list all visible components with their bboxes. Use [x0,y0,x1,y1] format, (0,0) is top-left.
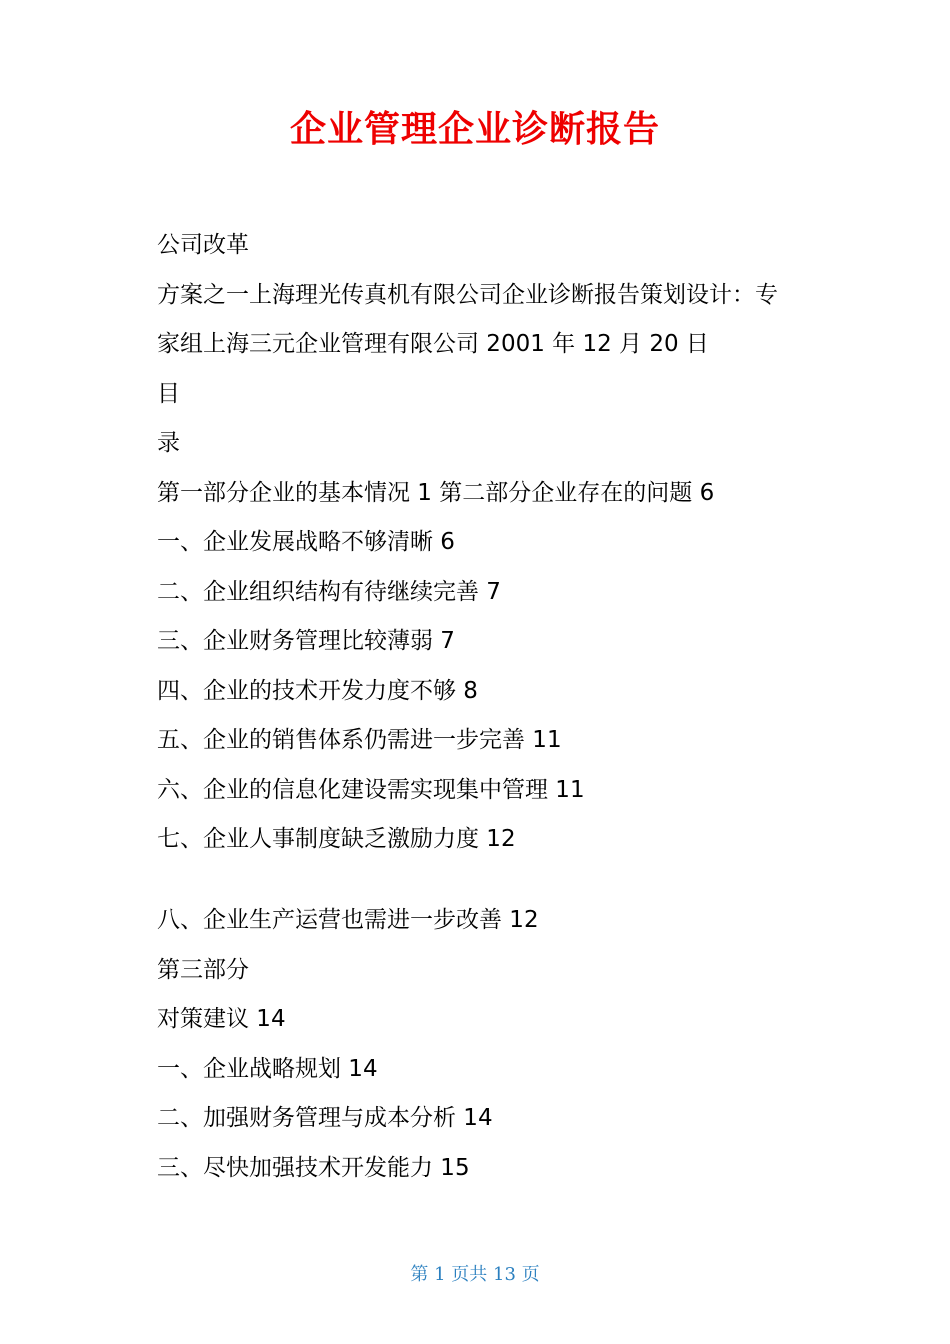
toc-entry: 第三部分 [157,957,249,983]
page-title: 企业管理企业诊断报告 [289,109,660,150]
toc-entry: 七、企业人事制度缺乏激励力度 12 [157,826,516,852]
toc-entry: 二、加强财务管理与成本分析 14 [157,1105,493,1131]
toc-entry: 八、企业生产运营也需进一步改善 12 [157,907,539,933]
doc-line-company-reform: 公司改革 [157,232,249,258]
toc-entry: 三、企业财务管理比较薄弱 7 [157,628,455,654]
toc-heading-part2: 录 [157,430,180,456]
toc-entry: 三、尽快加强技术开发能力 15 [157,1155,470,1181]
toc-entry: 二、企业组织结构有待继续完善 7 [157,579,501,605]
toc-entry: 一、企业战略规划 14 [157,1056,378,1082]
page-footer: 第 1 页共 13 页 [410,1264,540,1285]
toc-entry: 四、企业的技术开发力度不够 8 [157,678,478,704]
toc-entry: 对策建议 14 [157,1006,286,1032]
toc-entry: 一、企业发展战略不够清晰 6 [157,529,455,555]
doc-line-plan-author-date: 家组上海三元企业管理有限公司 2001 年 12 月 20 日 [157,331,709,357]
toc-entry: 六、企业的信息化建设需实现集中管理 11 [157,777,585,803]
doc-line-plan-intro: 方案之一上海理光传真机有限公司企业诊断报告策划设计：专 [157,282,778,308]
toc-entry: 第一部分企业的基本情况 1 第二部分企业存在的问题 6 [157,480,715,506]
toc-heading-part1: 目 [157,381,180,407]
toc-entry: 五、企业的销售体系仍需进一步完善 11 [157,727,562,753]
